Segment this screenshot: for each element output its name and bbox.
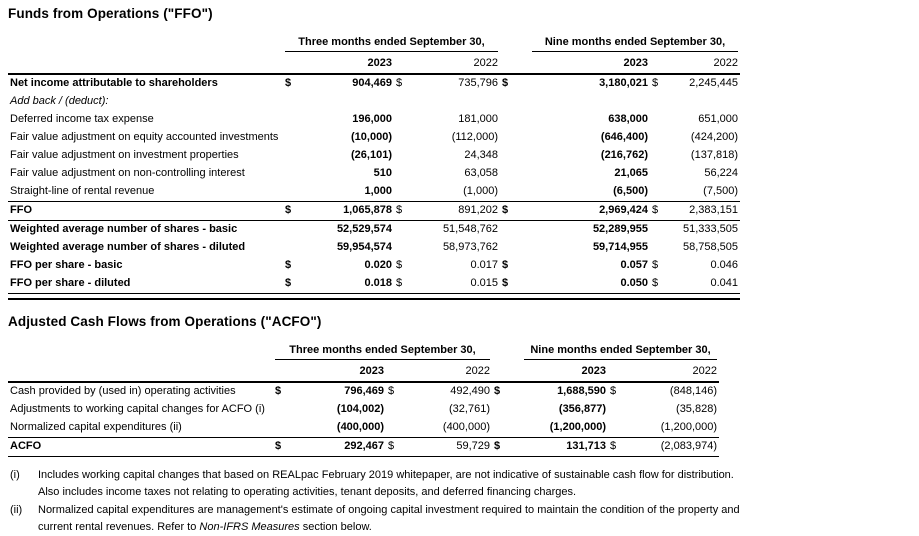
value-cell: (104,002) [336,403,384,415]
currency-cell: $ [396,259,403,271]
currency-cell [500,129,520,147]
table-row [8,129,740,147]
value-cell: 51,548,762 [442,223,498,235]
currency-cell [650,111,666,129]
value-cell: 1,000 [301,183,394,202]
acfo-period-header-row [8,342,719,363]
value-cell: 292,467 [289,438,386,457]
value-cell: 59,729 [402,438,492,457]
currency-cell: $ [610,385,617,397]
footnote-line-part: section below. [299,521,372,533]
value-cell: 52,289,955 [592,223,648,235]
year-header-cell: 2023 [289,363,386,382]
value-cell: (2,083,974) [624,438,719,457]
spacer-cell [394,93,412,111]
currency-cell [608,401,624,419]
currency-cell [386,401,402,419]
currency-cell [394,221,412,240]
spacer-cell [492,363,508,382]
footnote-marker: (i) [10,469,20,481]
value-cell: 63,058 [464,167,498,179]
currency-cell [394,239,412,257]
spacer-cell [500,93,520,111]
spacer-cell [666,93,740,111]
currency-cell [492,419,508,438]
currency-cell [500,239,520,257]
acfo-year-header-row [8,363,719,382]
table-row [8,239,740,257]
spacer-cell [520,93,650,111]
currency-cell [273,401,289,419]
currency-cell [500,183,520,202]
row-label: Cash provided by (used in) operating activities [10,385,236,397]
row-label: Adjustments to working capital changes for ACFO (i) [10,403,265,415]
spacer-cell [301,93,394,111]
currency-cell [394,111,412,129]
row-label: FFO per share - diluted [8,275,283,294]
row-label: FFO per share - basic [10,259,123,271]
ffo-year-header-row [8,55,740,74]
value-cell: (1,200,000) [624,419,719,438]
currency-cell: $ [650,202,666,221]
currency-cell: $ [275,385,282,397]
acfo-three-months-header-cell [273,342,492,363]
value-cell: 58,758,505 [682,241,739,253]
value-cell: 0.057 [620,259,648,271]
footnote-i [8,467,911,501]
currency-cell [283,147,301,165]
value-cell: 2,969,424 [520,202,650,221]
value-cell: 510 [373,167,392,179]
value-cell: 52,529,574 [336,223,392,235]
row-label: Fair value adjustment on investment properties [10,149,239,161]
currency-cell [608,419,624,438]
value-cell: (400,000) [402,419,492,438]
value-cell: 891,202 [412,202,500,221]
value-cell: 59,714,955 [592,241,648,253]
row-label: Deferred income tax expense [10,113,154,125]
value-cell: 21,065 [614,167,648,179]
currency-cell [492,401,508,419]
currency-cell: $ [396,77,403,89]
value-cell: 2,245,445 [689,77,739,89]
footnotes [8,467,911,536]
row-label: Normalized capital expenditures (ii) [8,419,273,438]
currency-cell [283,111,301,129]
year-header-cell: 2022 [412,55,500,74]
currency-cell: $ [502,77,509,89]
value-cell: 651,000 [698,113,739,125]
currency-cell [283,239,301,257]
currency-cell [273,419,289,438]
footnote-marker: (ii) [10,504,23,516]
currency-cell: $ [285,77,292,89]
row-label: Net income attributable to shareholders [10,77,218,89]
spacer-cell [8,342,273,363]
value-cell: 3,180,021 [599,77,648,89]
value-cell: (32,761) [449,403,490,415]
spacer-cell [8,363,273,382]
table-row [8,401,719,419]
currency-cell: $ [500,275,520,294]
period-group-header: Three months ended September 30, [275,344,490,360]
row-label: FFO [8,202,283,221]
currency-cell [500,147,520,165]
table-row [8,93,740,111]
currency-cell: $ [492,438,508,457]
acfo-table [8,342,719,457]
currency-cell: $ [273,438,289,457]
row-label: Add back / (deduct): [10,95,109,107]
value-cell: (137,818) [690,149,739,161]
currency-cell: $ [652,77,659,89]
table-row [8,147,740,165]
value-cell: 735,796 [458,77,498,89]
ffo-nine-months-header-cell [500,34,740,55]
currency-cell [650,239,666,257]
value-cell: 51,333,505 [682,223,739,235]
footnote-line [38,519,740,536]
currency-cell [500,221,520,240]
currency-cell [500,111,520,129]
value-cell: (424,200) [690,131,739,143]
value-cell: 24,348 [464,149,498,161]
spacer-cell [650,55,666,74]
row-label: Weighted average number of shares - diluted [10,241,246,253]
spacer-cell [283,93,301,111]
currency-cell: $ [608,438,624,457]
ffo-period-header-row [8,34,740,55]
spacer-cell [500,55,520,74]
currency-cell [394,183,412,202]
table-row [8,438,719,457]
currency-cell [394,147,412,165]
footnote-line: Also includes income taxes not relating to operating activities, tenant deposits, and deferred financing charges. [38,486,577,498]
value-cell: 0.017 [470,259,498,271]
year-header-cell: 2023 [508,363,608,382]
value-cell: (6,500) [520,183,650,202]
year-header-cell: 2022 [666,55,740,74]
non-ifrs-measures-reference: Non-IFRS Measures [199,521,300,533]
value-cell: 58,973,762 [442,241,498,253]
year-header-cell: 2023 [520,55,650,74]
period-group-header: Nine months ended September 30, [532,36,738,52]
ffo-three-months-header-cell [283,34,500,55]
currency-cell: $ [500,202,520,221]
footnote-ii [8,502,911,536]
spacer-cell [273,363,289,382]
value-cell: 0.041 [666,275,740,294]
currency-cell [500,165,520,183]
table-row [8,221,740,240]
value-cell: (356,877) [558,403,606,415]
table-row [8,382,719,401]
value-cell: 56,224 [704,167,739,179]
period-group-header: Nine months ended September 30, [524,344,717,360]
currency-cell: $ [494,385,501,397]
spacer-cell [412,93,500,111]
value-cell: 0.046 [710,259,739,271]
footnote-text [38,502,740,536]
value-cell: 0.015 [412,275,500,294]
currency-cell: $ [283,275,301,294]
value-cell: 492,490 [450,385,490,397]
table-row [8,202,740,221]
currency-cell [650,147,666,165]
currency-cell: $ [650,275,666,294]
footnote-text [38,467,734,501]
year-header-cell: 2022 [402,363,492,382]
value-cell: (7,500) [666,183,740,202]
spacer-cell [283,55,301,74]
value-cell: (1,200,000) [508,419,608,438]
value-cell: (35,828) [676,403,718,415]
row-label: Fair value adjustment on non-controlling interest [10,167,245,179]
value-cell: 1,065,878 [301,202,394,221]
spacer-cell [386,363,402,382]
row-label: Fair value adjustment on equity accounted investments [10,131,279,143]
footnote-line: Includes working capital changes that based on REALpac February 2019 whitepaper, are not indicative of sustainable cash flow for distribution. [38,469,734,481]
value-cell: 2,383,151 [666,202,740,221]
table-row [8,419,719,438]
value-cell: 1,688,590 [557,385,606,397]
currency-cell [283,221,301,240]
value-cell: (848,146) [669,385,718,397]
table-row [8,111,740,129]
currency-cell: $ [386,438,402,457]
value-cell: (26,101) [351,149,392,161]
currency-cell: $ [394,202,412,221]
table-row [8,74,740,93]
currency-cell: $ [394,275,412,294]
table-row [8,257,740,275]
row-label: ACFO [8,438,273,457]
value-cell: (1,000) [412,183,500,202]
currency-cell: $ [502,259,509,271]
currency-cell [650,183,666,202]
value-cell: 131,713 [508,438,608,457]
value-cell: 59,954,574 [336,241,392,253]
currency-cell: $ [388,385,395,397]
spacer-cell [8,55,283,74]
value-cell: (646,400) [600,131,648,143]
period-group-header: Three months ended September 30, [285,36,498,52]
currency-cell [394,165,412,183]
ffo-section-title: Funds from Operations ("FFO") [8,6,213,21]
table-row [8,183,740,202]
table-row [8,165,740,183]
currency-cell [650,165,666,183]
table-row [8,275,740,294]
year-header-cell: 2022 [624,363,719,382]
value-cell: (400,000) [289,419,386,438]
spacer-cell [650,93,666,111]
footnote-line-part: current rental revenues. Refer to [38,521,200,533]
value-cell: 904,469 [352,77,392,89]
value-cell: 0.018 [301,275,394,294]
value-cell: 796,469 [344,385,384,397]
value-cell: (216,762) [600,149,648,161]
currency-cell [386,419,402,438]
currency-cell [650,221,666,240]
table-bottom-rule [8,298,740,300]
acfo-section-title: Adjusted Cash Flows from Operations ("ACFO") [8,314,322,329]
acfo-nine-months-header-cell [492,342,719,363]
spacer-cell [608,363,624,382]
value-cell: (10,000) [351,131,392,143]
value-cell: 0.020 [364,259,392,271]
footnote-line: Normalized capital expenditures are management's estimate of ongoing capital investment required to maintain the condition of the property and [38,504,740,516]
spacer-cell [394,55,412,74]
currency-cell [283,165,301,183]
value-cell: 181,000 [458,113,498,125]
value-cell: 196,000 [352,113,392,125]
value-cell: 0.050 [520,275,650,294]
currency-cell [283,129,301,147]
currency-cell [283,183,301,202]
value-cell: 638,000 [608,113,648,125]
currency-cell [394,129,412,147]
currency-cell [650,129,666,147]
row-label: Straight-line of rental revenue [8,183,283,202]
currency-cell: $ [283,202,301,221]
currency-cell: $ [285,259,292,271]
value-cell: (112,000) [451,131,498,143]
row-label: Weighted average number of shares - basic [10,223,238,235]
year-header-cell: 2023 [301,55,394,74]
currency-cell: $ [652,259,659,271]
spacer-cell [8,34,283,55]
ffo-table [8,34,740,294]
